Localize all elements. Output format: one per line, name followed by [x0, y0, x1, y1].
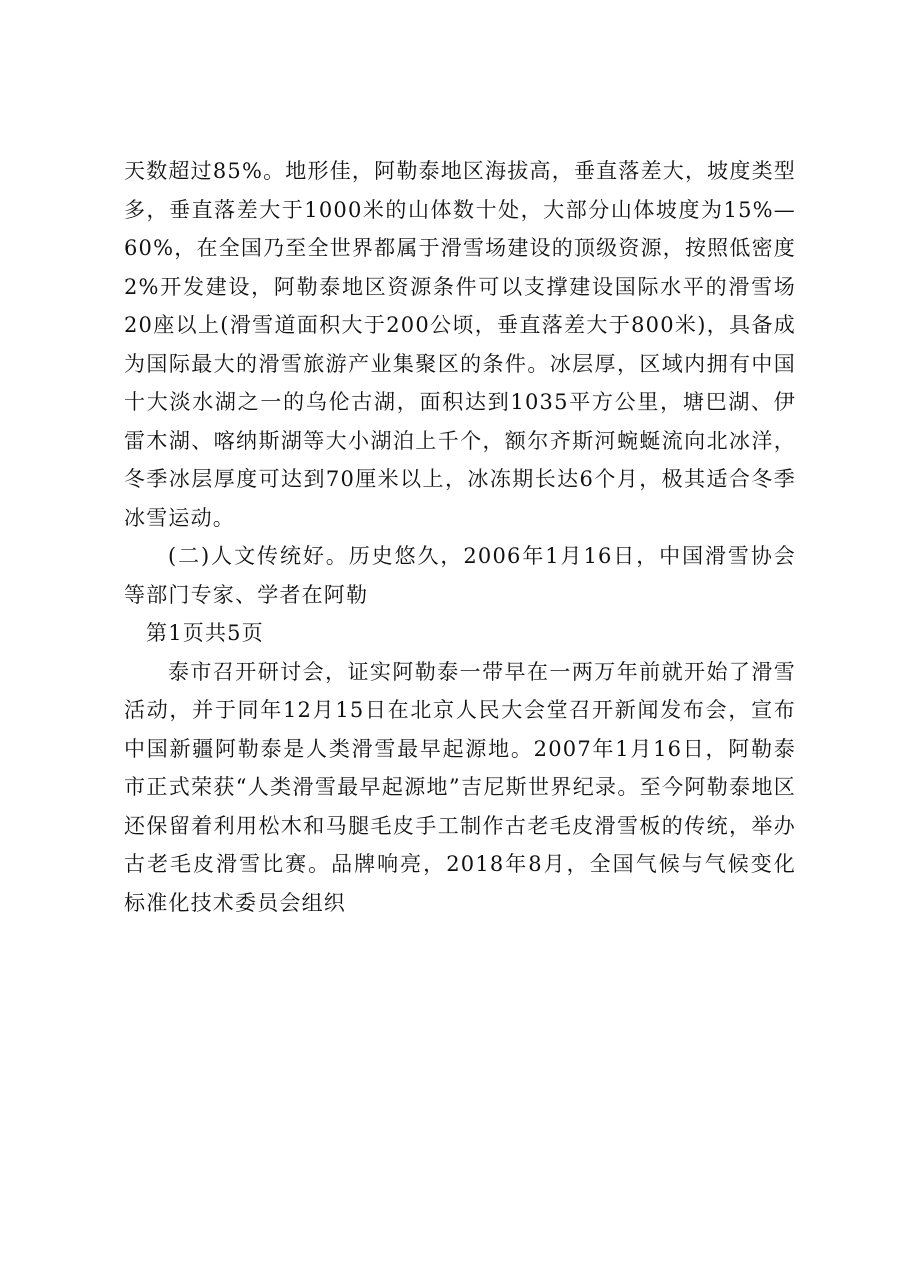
paragraph-history-brand: 泰市召开研讨会，证实阿勒泰一带早在一两万年前就开始了滑雪活动，并于同年12月15日在北京人民大会堂召开新闻发布会，宣布中国新疆阿勒泰是人类滑雪最早起源地。2007年1月16日，阿勒泰市正式荣获“人类滑雪最早起源地”吉尼斯世界纪录。至今阿勒泰地区还保留着利用松木和马腿毛皮手工制作古老毛皮滑雪板的传统，举办古老毛皮滑雪比赛。品牌响亮，2018年8月，全国气候与气候变化标准化技术委员会组织 — [124, 659, 796, 915]
paragraph-cultural-tradition: (二)人文传统好。历史悠久，2006年1月16日，中国滑雪协会等部门专家、学者在阿勒 — [124, 544, 796, 607]
paragraph-terrain-ice: 天数超过85%。地形佳，阿勒泰地区海拔高，垂直落差大，坡度类型多，垂直落差大于1000米的山体数十处，大部分山体坡度为15%—60%，在全国乃至全世界都属于滑雪场建设的顶级资源，按照低密度2%开发建设，阿勒泰地区资源条件可以支撑建设国际水平的滑雪场20座以上(滑雪道面积大于200公顷，垂直落差大于800米)，具备成为国际最大的滑雪旅游产业集聚区的条件。冰层厚，区域内拥有中国十大淡水湖之一的乌伦古湖，面积达到1035平方公里，塘巴湖、伊雷木湖、喀纳斯湖等大小湖泊上千个，额尔齐斯河蜿蜒流向北冰洋，冬季冰层厚度可达到70厘米以上，冰冻期长达6个月，极其适合冬季冰雪运动。 — [124, 159, 796, 530]
document-body — [124, 152, 796, 922]
page-footer: 第1页共5页 — [146, 621, 264, 645]
